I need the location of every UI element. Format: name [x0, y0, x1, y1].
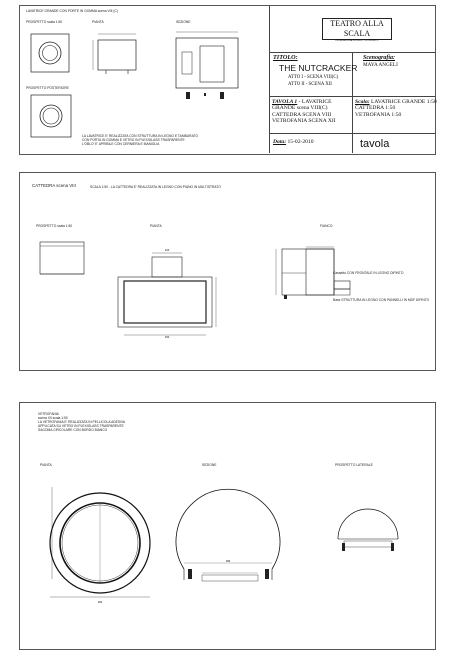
desk-side-drawing: [268, 243, 358, 313]
front-view-label: PIANTA: [40, 463, 52, 467]
production-title: THE NUTCRACKER: [279, 63, 358, 73]
act-line-2: ATTO II - SCENA XII: [288, 82, 332, 87]
plan-view-label: PIANTA: [92, 20, 104, 24]
section-view-label: SEZIONE: [176, 20, 191, 24]
washer-front-drawing: [30, 33, 70, 73]
dome-side-drawing: [332, 485, 412, 575]
dim-label: 200: [97, 601, 103, 604]
washer-section-drawing: [170, 26, 250, 106]
dim-label: 120: [164, 249, 170, 252]
dome-section-drawing: [172, 483, 292, 603]
construction-notes: LA LAVATRICE E' REALIZZATA CON STRUTTURA IN LEGNO E TAMBURATO CON PORTA IN GOMMA E VETRO IN PLEXIGLASS TRASPARENTE L'OBLO' E' APRIBILE CON CERNIERA E MANIGLIA: [82, 134, 199, 146]
porthole-ring-drawing: [42, 483, 182, 613]
section-view-label: SEZIONE: [202, 463, 217, 467]
teatro-logo: TEATRO ALLA SCALA FONDAZIONE DI DIRITTO PRIVATO: [322, 18, 392, 40]
washer-back-drawing: [30, 94, 72, 138]
act-line-1: ATTO I - SCENA VIII(C): [288, 75, 339, 80]
tavola-word: tavola: [360, 138, 390, 150]
side-view-label: PROSPETTO LATERALE: [335, 463, 373, 467]
base-note: Base STRUTTURA IN LEGNO CON PANNELLI IN MDF DIPINTO: [333, 298, 430, 302]
sheet-header: CATTEDRA scena VIII: [32, 183, 76, 188]
front-view-label: PROSPETTO scala 1:50: [36, 224, 73, 228]
scenographer-name: MAYA ANGELI: [363, 62, 398, 68]
dim-label: 150: [164, 336, 170, 339]
drawer-note: Cassetto CON FRONTALE IN LEGNO DIPINTO: [333, 271, 404, 275]
desk-plan-drawing: [112, 239, 222, 339]
sheet-header: VETROFANIA scena XII scala 1:50 LA VETROFANIA E' REALIZZATA IN PELLICOLA ADESIVA APPLICATA SU VETRO IN PLEXIGLASS TRASPARENTE SAGOMA CIRCOLARE CON BORDO BIANCO: [38, 412, 126, 432]
titolo-label: TITOLO:: [273, 54, 298, 61]
drawing-sheet-lavatrice: [19, 5, 436, 155]
drawing-sheet-vetrofania: [19, 402, 436, 650]
scale-list: Scala: LAVATRICE GRANDE 1:50 CATTEDRA 1:50 VETROFANIA 1:50: [355, 99, 437, 118]
sheet-header: LAVATRICE GRANDE CON PORTE IN GOMMA scena VIII (C): [26, 9, 118, 13]
title-block: [269, 6, 435, 153]
date-row: Data: 15-02-2010: [273, 139, 314, 145]
side-view-label: FIANCO: [320, 224, 333, 228]
drawing-sheet-cattedra: [19, 172, 436, 371]
desk-front-drawing: [36, 239, 96, 284]
drawing-date: 15-02-2010: [287, 139, 314, 145]
sheet-subheader: SCALA 1:50 - LA CATTEDRA E' REALIZZATA IN LEGNO CON PIANO IN MULTISTRATO: [90, 185, 221, 189]
dim-label: 180: [225, 560, 231, 563]
tavola-contents: TAVOLA 1 - LAVATRICE GRANDE scena VIII(C) CATTEDRA SCENA VIII VETROFANIA SCENA XII: [272, 99, 336, 125]
washer-plan-drawing: [88, 30, 148, 75]
front-view-label: PROSPETTO scala 1:50: [26, 20, 63, 24]
back-view-label: PROSPETTO POSTERIORE: [26, 86, 69, 90]
plan-view-label: PIANTA: [150, 224, 162, 228]
scenografia-label: Scenografia:: [363, 55, 395, 61]
